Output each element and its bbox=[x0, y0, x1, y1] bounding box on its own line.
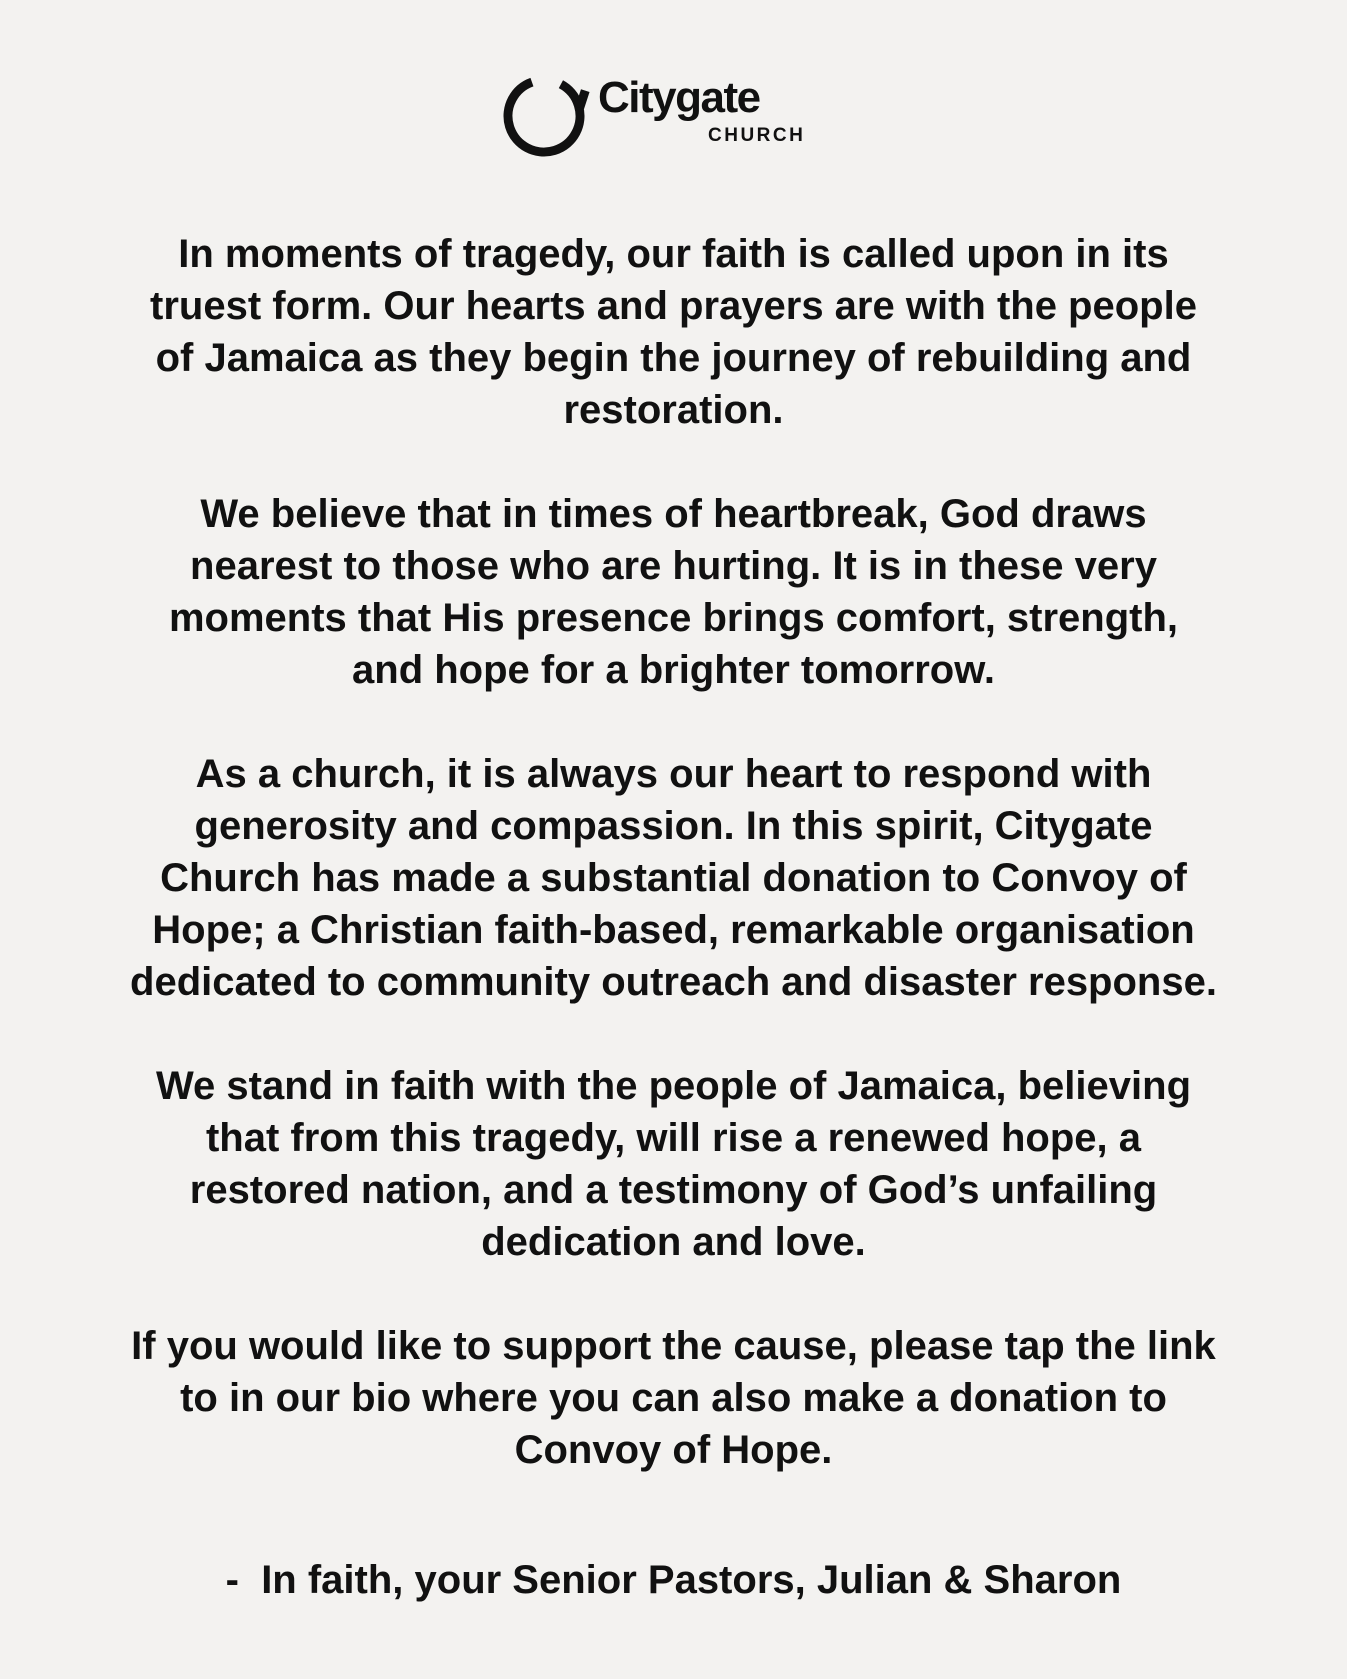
text-line: If you would like to support the cause, please tap the link bbox=[131, 1324, 1216, 1368]
citygate-logo bbox=[500, 70, 830, 162]
text-line: Church has made a substantial donation to Convoy of bbox=[160, 856, 1187, 900]
text-line: dedicated to community outreach and disaster response. bbox=[130, 960, 1217, 1004]
paragraph-4 bbox=[50, 1060, 1297, 1268]
text-line: nearest to those who are hurting. It is in these very bbox=[190, 544, 1157, 588]
text-line: that from this tragedy, will rise a renewed hope, a bbox=[205, 1116, 1142, 1160]
text-line: In moments of tragedy, our faith is called upon in its bbox=[178, 232, 1169, 276]
logo-wordmark: Citygate bbox=[598, 73, 760, 122]
text-line: As a church, it is always our heart to respond with bbox=[195, 752, 1152, 796]
signoff: - In faith, your Senior Pastors, Julian & Sharon bbox=[225, 1558, 1122, 1602]
text-line: truest form. Our hearts and prayers are with the people bbox=[150, 284, 1197, 328]
paragraph-1 bbox=[50, 228, 1297, 436]
logo-ring-icon bbox=[500, 70, 596, 162]
logo-subtitle: CHURCH bbox=[708, 125, 806, 146]
text-line: restored nation, and a testimony of God’s unfailing bbox=[189, 1168, 1158, 1212]
text-line: We stand in faith with the people of Jamaica, believing bbox=[156, 1064, 1191, 1108]
text-line: Convoy of Hope. bbox=[514, 1428, 833, 1472]
paragraph-3 bbox=[50, 748, 1297, 1008]
paragraph-2 bbox=[50, 488, 1297, 696]
text-line: to in our bio where you can also make a donation to bbox=[180, 1376, 1167, 1420]
text-line: restoration. bbox=[563, 388, 784, 432]
text-line: moments that His presence brings comfort, strength, bbox=[168, 596, 1179, 640]
text-line: and hope for a brighter tomorrow. bbox=[352, 648, 995, 692]
text-line: generosity and compassion. In this spirit, Citygate bbox=[194, 804, 1153, 848]
paragraph-5 bbox=[50, 1320, 1297, 1476]
text-line: dedication and love. bbox=[481, 1220, 866, 1264]
text-line: Hope; a Christian faith-based, remarkable organisation bbox=[152, 908, 1195, 952]
statement-body bbox=[50, 228, 1297, 1528]
text-line: of Jamaica as they begin the journey of rebuilding and bbox=[155, 336, 1192, 380]
text-line: We believe that in times of heartbreak, God draws bbox=[200, 492, 1147, 536]
